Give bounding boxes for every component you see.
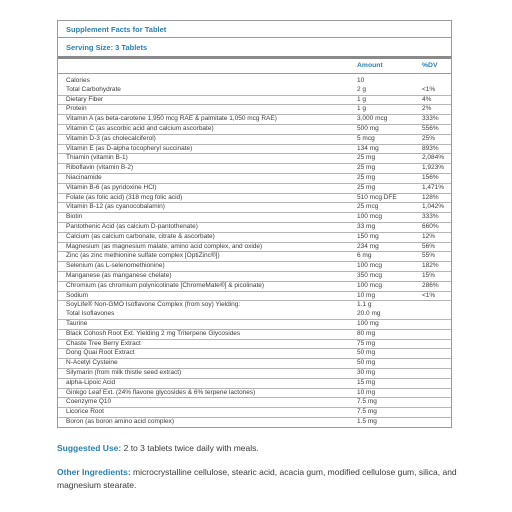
nutrient-dv: 333% xyxy=(422,115,439,123)
nutrient-amount: 25 mg xyxy=(357,154,376,162)
nutrient-name: Calories xyxy=(66,77,90,84)
nutrient-name: Chaste Tree Berry Extract xyxy=(66,339,141,347)
nutrient-amount: 100 mcg xyxy=(357,213,382,221)
nutrient-dv: 55% xyxy=(422,252,436,260)
nutrient-name: Chromium (as chromium polynicotinate [ChromeMate®] & picolinate) xyxy=(66,281,265,289)
nutrient-dv: 556% xyxy=(422,124,439,132)
nutrient-amount: 100 mg xyxy=(357,319,379,327)
nutrient-name: Protein xyxy=(66,105,87,113)
nutrient-dv: 12% xyxy=(422,232,436,240)
nutrient-row xyxy=(58,272,451,282)
nutrient-name: Silymarin (from milk thistle seed extract) xyxy=(66,368,182,376)
nutrient-amount: 350 mcg xyxy=(357,271,382,279)
nutrient-row xyxy=(58,330,451,340)
nutrient-row xyxy=(58,398,451,408)
nutrient-name: Licorice Root xyxy=(66,408,104,416)
nutrient-row xyxy=(58,292,451,302)
nutrient-row xyxy=(58,233,451,243)
suggested-use xyxy=(57,443,259,453)
nutrient-row xyxy=(58,282,451,292)
nutrient-name: Sodium xyxy=(66,291,89,299)
nutrient-amount: 33 mg xyxy=(357,222,376,230)
nutrient-amount: 25 mcg xyxy=(357,203,379,211)
nutrient-amount: 15 mg xyxy=(357,378,376,386)
nutrient-name: Vitamin E (as D-alpha tocopheryl succinate) xyxy=(66,144,193,152)
nutrient-name: Taurine xyxy=(66,319,88,327)
nutrient-name: SoyLife® Non-GMO Isoflavone Complex (from soy) Yielding: xyxy=(66,301,241,309)
other-ingredients-label: Other Ingredients: xyxy=(57,467,131,477)
nutrient-name: Vitamin D-3 (as cholecalciferol) xyxy=(66,134,156,142)
nutrient-row xyxy=(58,252,451,262)
nutrient-amount: 1.5 mg xyxy=(357,417,377,425)
nutrient-name: alpha-Lipoic Acid xyxy=(66,378,116,386)
nutrient-name: Vitamin A (as beta-carotene 1,950 mcg RAE & palmitate 1,050 mcg RAE) xyxy=(66,115,277,123)
nutrient-row xyxy=(58,135,451,145)
nutrient-amount: 30 mg xyxy=(357,368,376,376)
suggested-use-label: Suggested Use: xyxy=(57,443,122,453)
nutrient-name: Zinc (as zinc methionine sulfate complex [OptiZinc®]) xyxy=(66,252,220,260)
nutrient-dv: 15% xyxy=(422,271,436,279)
nutrient-name: Coenzyme Q10 xyxy=(66,398,112,406)
nutrient-name: Manganese (as manganese chelate) xyxy=(66,271,172,279)
nutrient-row xyxy=(58,310,451,320)
nutrient-dv: 4% xyxy=(422,95,432,103)
nutrient-name: Selenium (as L-selenomethionine) xyxy=(66,262,165,270)
nutrient-amount: 1 g xyxy=(357,95,367,103)
nutrient-name: Vitamin B-6 (as pyridoxine HCl) xyxy=(66,183,157,191)
nutrient-row xyxy=(58,86,451,96)
panel-title: Supplement Facts for Tablet xyxy=(66,25,167,34)
nutrient-row xyxy=(58,408,451,418)
nutrient-dv: <1% xyxy=(422,291,436,299)
nutrient-amount: 3,000 mcg xyxy=(357,115,388,123)
nutrient-name: Boron (as boron amino acid complex) xyxy=(66,417,175,425)
nutrient-amount: 75 mg xyxy=(357,339,376,347)
nutrient-dv: 2% xyxy=(422,105,432,113)
nutrient-row xyxy=(58,77,451,86)
nutrient-row xyxy=(58,164,451,174)
nutrient-dv: 156% xyxy=(422,173,439,181)
nutrient-row xyxy=(58,203,451,213)
nutrient-amount: 80 mg xyxy=(357,329,376,337)
nutrient-amount: 50 mg xyxy=(357,359,376,367)
nutrient-amount: 134 mg xyxy=(357,144,379,152)
nutrient-row xyxy=(58,359,451,369)
nutrient-table xyxy=(58,77,451,427)
nutrient-amount: 7.5 mg xyxy=(357,408,377,416)
nutrient-amount: 50 mg xyxy=(357,349,376,357)
nutrient-row xyxy=(58,194,451,204)
suggested-use-text: 2 to 3 tablets twice daily with meals. xyxy=(121,443,259,453)
nutrient-row xyxy=(58,115,451,125)
nutrient-name: Thiamin (vitamin B-1) xyxy=(66,154,128,162)
nutrient-name: N-Acetyl Cysteine xyxy=(66,359,118,367)
nutrient-dv: 333% xyxy=(422,213,439,221)
nutrient-dv: 286% xyxy=(422,281,439,289)
supplement-facts-panel xyxy=(57,20,452,428)
nutrient-row xyxy=(58,379,451,389)
nutrient-name: Total Carbohydrate xyxy=(66,85,121,93)
nutrient-amount: 100 mcg xyxy=(357,281,382,289)
nutrient-name: Vitamin C (as ascorbic acid and calcium ascorbate) xyxy=(66,124,214,132)
nutrient-row xyxy=(58,369,451,379)
nutrient-row xyxy=(58,174,451,184)
nutrient-amount: 1.1 g xyxy=(357,301,372,309)
nutrient-name: Total Isoflavones xyxy=(66,310,115,318)
serving-size: Serving Size: 3 Tablets xyxy=(66,43,148,52)
nutrient-name: Ginkgo Leaf Ext. (24% flavone glycosides & 6% terpene lactones) xyxy=(66,388,256,396)
nutrient-row xyxy=(58,418,451,427)
nutrient-name: Vitamin B-12 (as cyanocobalamin) xyxy=(66,203,165,211)
nutrient-name: Pantothenic Acid (as calcium D-pantothenate) xyxy=(66,222,198,230)
nutrient-amount: 10 mg xyxy=(357,291,376,299)
nutrient-dv: 660% xyxy=(422,222,439,230)
nutrient-row xyxy=(58,389,451,399)
nutrient-name: Riboflavin (vitamin B-2) xyxy=(66,164,134,172)
nutrient-dv: 2,084% xyxy=(422,154,445,162)
nutrient-row xyxy=(58,105,451,115)
nutrient-name: Biotin xyxy=(66,213,83,221)
nutrient-amount: 20.0 mg xyxy=(357,310,381,318)
nutrient-dv: <1% xyxy=(422,85,436,93)
title-divider xyxy=(58,37,451,38)
nutrient-dv: 893% xyxy=(422,144,439,152)
nutrient-dv: 1,042% xyxy=(422,203,445,211)
nutrient-row xyxy=(58,125,451,135)
nutrient-name: Folate (as folic acid) (318 mcg folic acid) xyxy=(66,193,183,201)
nutrient-row xyxy=(58,349,451,359)
nutrient-dv: 1,471% xyxy=(422,183,445,191)
nutrient-name: Niacinamide xyxy=(66,173,102,181)
nutrient-name: Dietary Fiber xyxy=(66,95,104,103)
nutrient-amount: 1 g xyxy=(357,105,367,113)
nutrient-row xyxy=(58,301,451,310)
nutrient-amount: 7.5 mg xyxy=(357,398,377,406)
nutrient-amount: 234 mg xyxy=(357,242,379,250)
nutrient-row xyxy=(58,154,451,164)
nutrient-dv: 56% xyxy=(422,242,436,250)
nutrient-dv: 182% xyxy=(422,262,439,270)
nutrient-name: Dong Quai Root Extract xyxy=(66,349,135,357)
nutrient-name: Black Cohosh Root Ext. Yielding 2 mg Triterpene Glycosides xyxy=(66,329,241,337)
nutrient-amount: 510 mcg DFE xyxy=(357,193,397,201)
nutrient-amount: 100 mcg xyxy=(357,262,382,270)
nutrient-name: Magnesium (as magnesium malate, amino acid complex, and oxide) xyxy=(66,242,263,250)
nutrient-row xyxy=(58,96,451,106)
nutrient-amount: 25 mg xyxy=(357,183,376,191)
nutrient-amount: 2 g xyxy=(357,85,367,93)
nutrient-row xyxy=(58,262,451,272)
nutrient-amount: 25 mg xyxy=(357,173,376,181)
nutrient-amount: 10 xyxy=(357,77,365,84)
nutrient-dv: 128% xyxy=(422,193,439,201)
header-divider xyxy=(58,73,451,74)
nutrient-row xyxy=(58,145,451,155)
nutrient-amount: 150 mg xyxy=(357,232,379,240)
nutrient-row xyxy=(58,340,451,350)
nutrient-dv: 25% xyxy=(422,134,436,142)
nutrient-row xyxy=(58,243,451,253)
nutrient-amount: 5 mcg xyxy=(357,134,375,142)
nutrient-amount: 10 mg xyxy=(357,388,376,396)
nutrient-amount: 25 mg xyxy=(357,164,376,172)
other-ingredients-text: microcrystalline cellulose, stearic acid, acacia gum, modified cellulose gum, silica, and magnesium stearate. xyxy=(57,467,457,490)
nutrient-name: Calcium (as calcium carbonate, citrate & ascorbate) xyxy=(66,232,215,240)
nutrient-row xyxy=(58,320,451,330)
dv-column-header: %DV xyxy=(422,62,438,69)
other-ingredients xyxy=(57,466,457,492)
nutrient-row xyxy=(58,223,451,233)
amount-column-header: Amount xyxy=(357,62,383,69)
nutrient-dv: 1,923% xyxy=(422,164,445,172)
serving-divider xyxy=(58,56,451,59)
nutrient-amount: 6 mg xyxy=(357,252,372,260)
nutrient-row xyxy=(58,184,451,194)
nutrient-row xyxy=(58,213,451,223)
nutrient-amount: 500 mg xyxy=(357,124,379,132)
